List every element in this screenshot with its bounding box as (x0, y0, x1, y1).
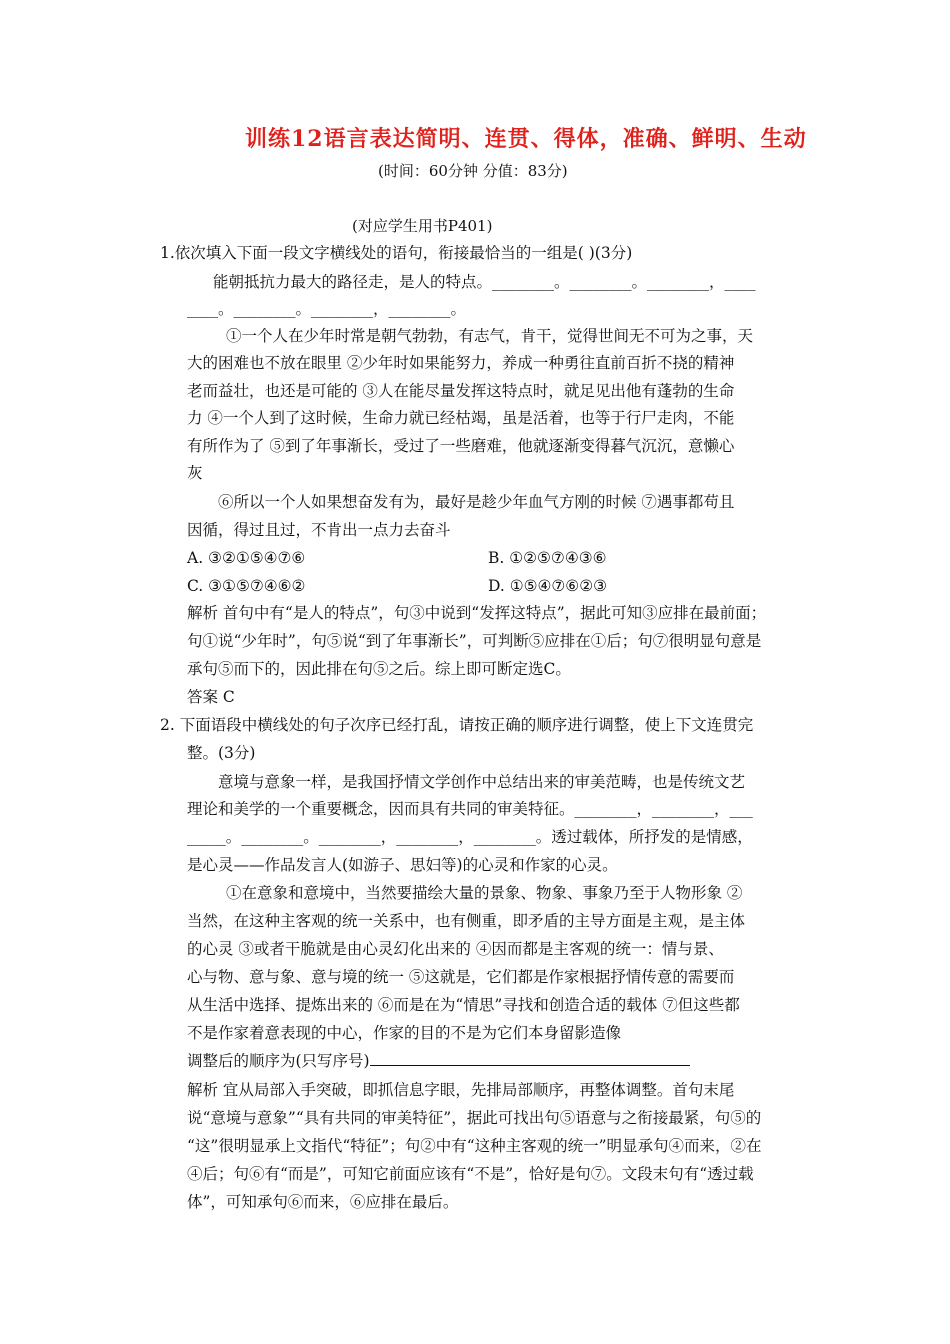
q1-sentence-line: 大的困难也不放在眼里 ②少年时如果能努力，养成一种勇往直前百折不挠的精神 (187, 354, 735, 372)
q1-analysis-line: 解析 首句中有“是人的特点”，句③中说到“发挥这特点”，据此可知③应排在最前面； (187, 604, 767, 622)
q1-sentence-line: 有所作为了 ⑤到了年事渐长，受过了一些磨难，他就逐渐变得暮气沉沉，意懒心 (187, 437, 735, 455)
q2-analysis-line: ④后；句⑥有“而是”，可知它前面应该有“不是”，恰好是句⑦。文段末句有“透过载 (187, 1165, 754, 1183)
q1-sentence-line: 因循，得过且过，不肯出一点力去奋斗 (187, 521, 451, 539)
q2-stem-line: 2. 下面语段中横线处的句子次序已经打乱，请按正确的顺序进行调整，使上下文连贯完 (160, 716, 754, 734)
q2-passage-line: _____。________。________，________，________。透过载体，所抒发的是情感， (187, 828, 753, 846)
q2-passage-line: 理论和美学的一个重要概念，因而具有共同的审美特征。________，________，___ (187, 800, 753, 818)
q2-analysis-line: “这”很明显承上文指代“特征”；句②中有“这种主客观的统一”明显承句④而来，②在 (187, 1137, 762, 1155)
q2-order-answer-row (187, 1051, 690, 1071)
q2-sentence-line: 当然，在这种主客观的统一关系中，也有侧重，即矛盾的主导方面是主观，是主体 (187, 912, 746, 930)
q1-option-d: D. ①⑤④⑦⑥②③ (488, 577, 607, 595)
q1-analysis-line: 句①说“少年时”，句⑤说“到了年事渐长”，可判断⑤应排在①后；句⑦很明显句意是 (187, 632, 762, 650)
q2-sentence-line: 的心灵 ③或者干脆就是由心灵幻化出来的 ④因而都是主客观的统一：情与景、 (187, 940, 724, 958)
q1-passage-line: 能朝抵抗力最大的路径走，是人的特点。________。________。________，____ (213, 273, 756, 291)
q1-sentence-line: ⑥所以一个人如果想奋发有为，最好是趁少年血气方刚的时候 ⑦遇事都苟且 (218, 493, 735, 511)
q1-stem: 1.依次填入下面一段文字横线处的语句，衔接最恰当的一组是( )(3分) (160, 244, 633, 262)
q1-option-c: C. ③①⑤⑦④⑥② (187, 577, 306, 595)
q2-sentence-line: 从生活中选择、提炼出来的 ⑥而是在为“情思”寻找和创造合适的载体 ⑦但这些都 (187, 996, 740, 1014)
page-title: 训练12语言表达简明、连贯、得体，准确、鲜明、生动 (245, 126, 807, 152)
q2-analysis-line: 说“意境与意象”“具有共同的审美特征”，据此可找出句⑤语意与之衔接最紧，句⑤的 (187, 1109, 762, 1127)
q1-answer: 答案 C (187, 688, 235, 706)
q2-stem-line: 整。(3分) (187, 744, 256, 762)
q1-option-a: A. ③②①⑤④⑦⑥ (187, 549, 306, 567)
q1-sentence-line: ①一个人在少年时常是朝气勃勃，有志气，肯干，觉得世间无不可为之事，天 (226, 327, 754, 345)
q2-analysis-line: 体”，可知承句⑥而来，⑥应排在最后。 (187, 1193, 459, 1211)
q2-sentence-line: 不是作家着意表现的中心，作家的目的不是为它们本身留影造像 (187, 1024, 622, 1042)
q1-sentence-line: 老而益壮，也还是可能的 ③人在能尽量发挥这特点时，就足见出他有蓬勃的生命 (187, 382, 735, 400)
book-reference: (对应学生用书P401) (352, 217, 493, 235)
q1-sentence-line: 灰 (187, 464, 203, 482)
q1-option-b: B. ①②⑤⑦④③⑥ (488, 549, 607, 567)
q1-passage-line: ____。________。________，________。 (187, 300, 467, 318)
q2-sentence-line: 心与物、意与象、意与境的统一 ⑤这就是，它们都是作家根据抒情传意的需要而 (187, 968, 735, 986)
q1-sentence-line: 力 ④一个人到了这时候，生命力就已经枯竭，虽是活着，也等于行尸走肉，不能 (187, 409, 735, 427)
q2-passage-line: 意境与意象一样，是我国抒情文学创作中总结出来的审美范畴，也是传统文艺 (218, 773, 746, 791)
q1-analysis-line: 承句⑤而下的，因此排在句⑤之后。综上即可断定选C。 (187, 660, 571, 678)
q2-analysis-line: 解析 宜从局部入手突破，即抓信息字眼，先排局部顺序，再整体调整。首句末尾 (187, 1081, 735, 1099)
q2-order-prompt: 调整后的顺序为(只写序号) (187, 1052, 370, 1070)
answer-blank[interactable] (370, 1051, 690, 1066)
time-score-info: (时间：60分钟 分值：83分) (378, 162, 568, 180)
q2-passage-line: 是心灵——作品发言人(如游子、思妇等)的心灵和作家的心灵。 (187, 856, 618, 874)
q2-sentence-line: ①在意象和意境中，当然要描绘大量的景象、物象、事象乃至于人物形象 ② (226, 884, 743, 902)
